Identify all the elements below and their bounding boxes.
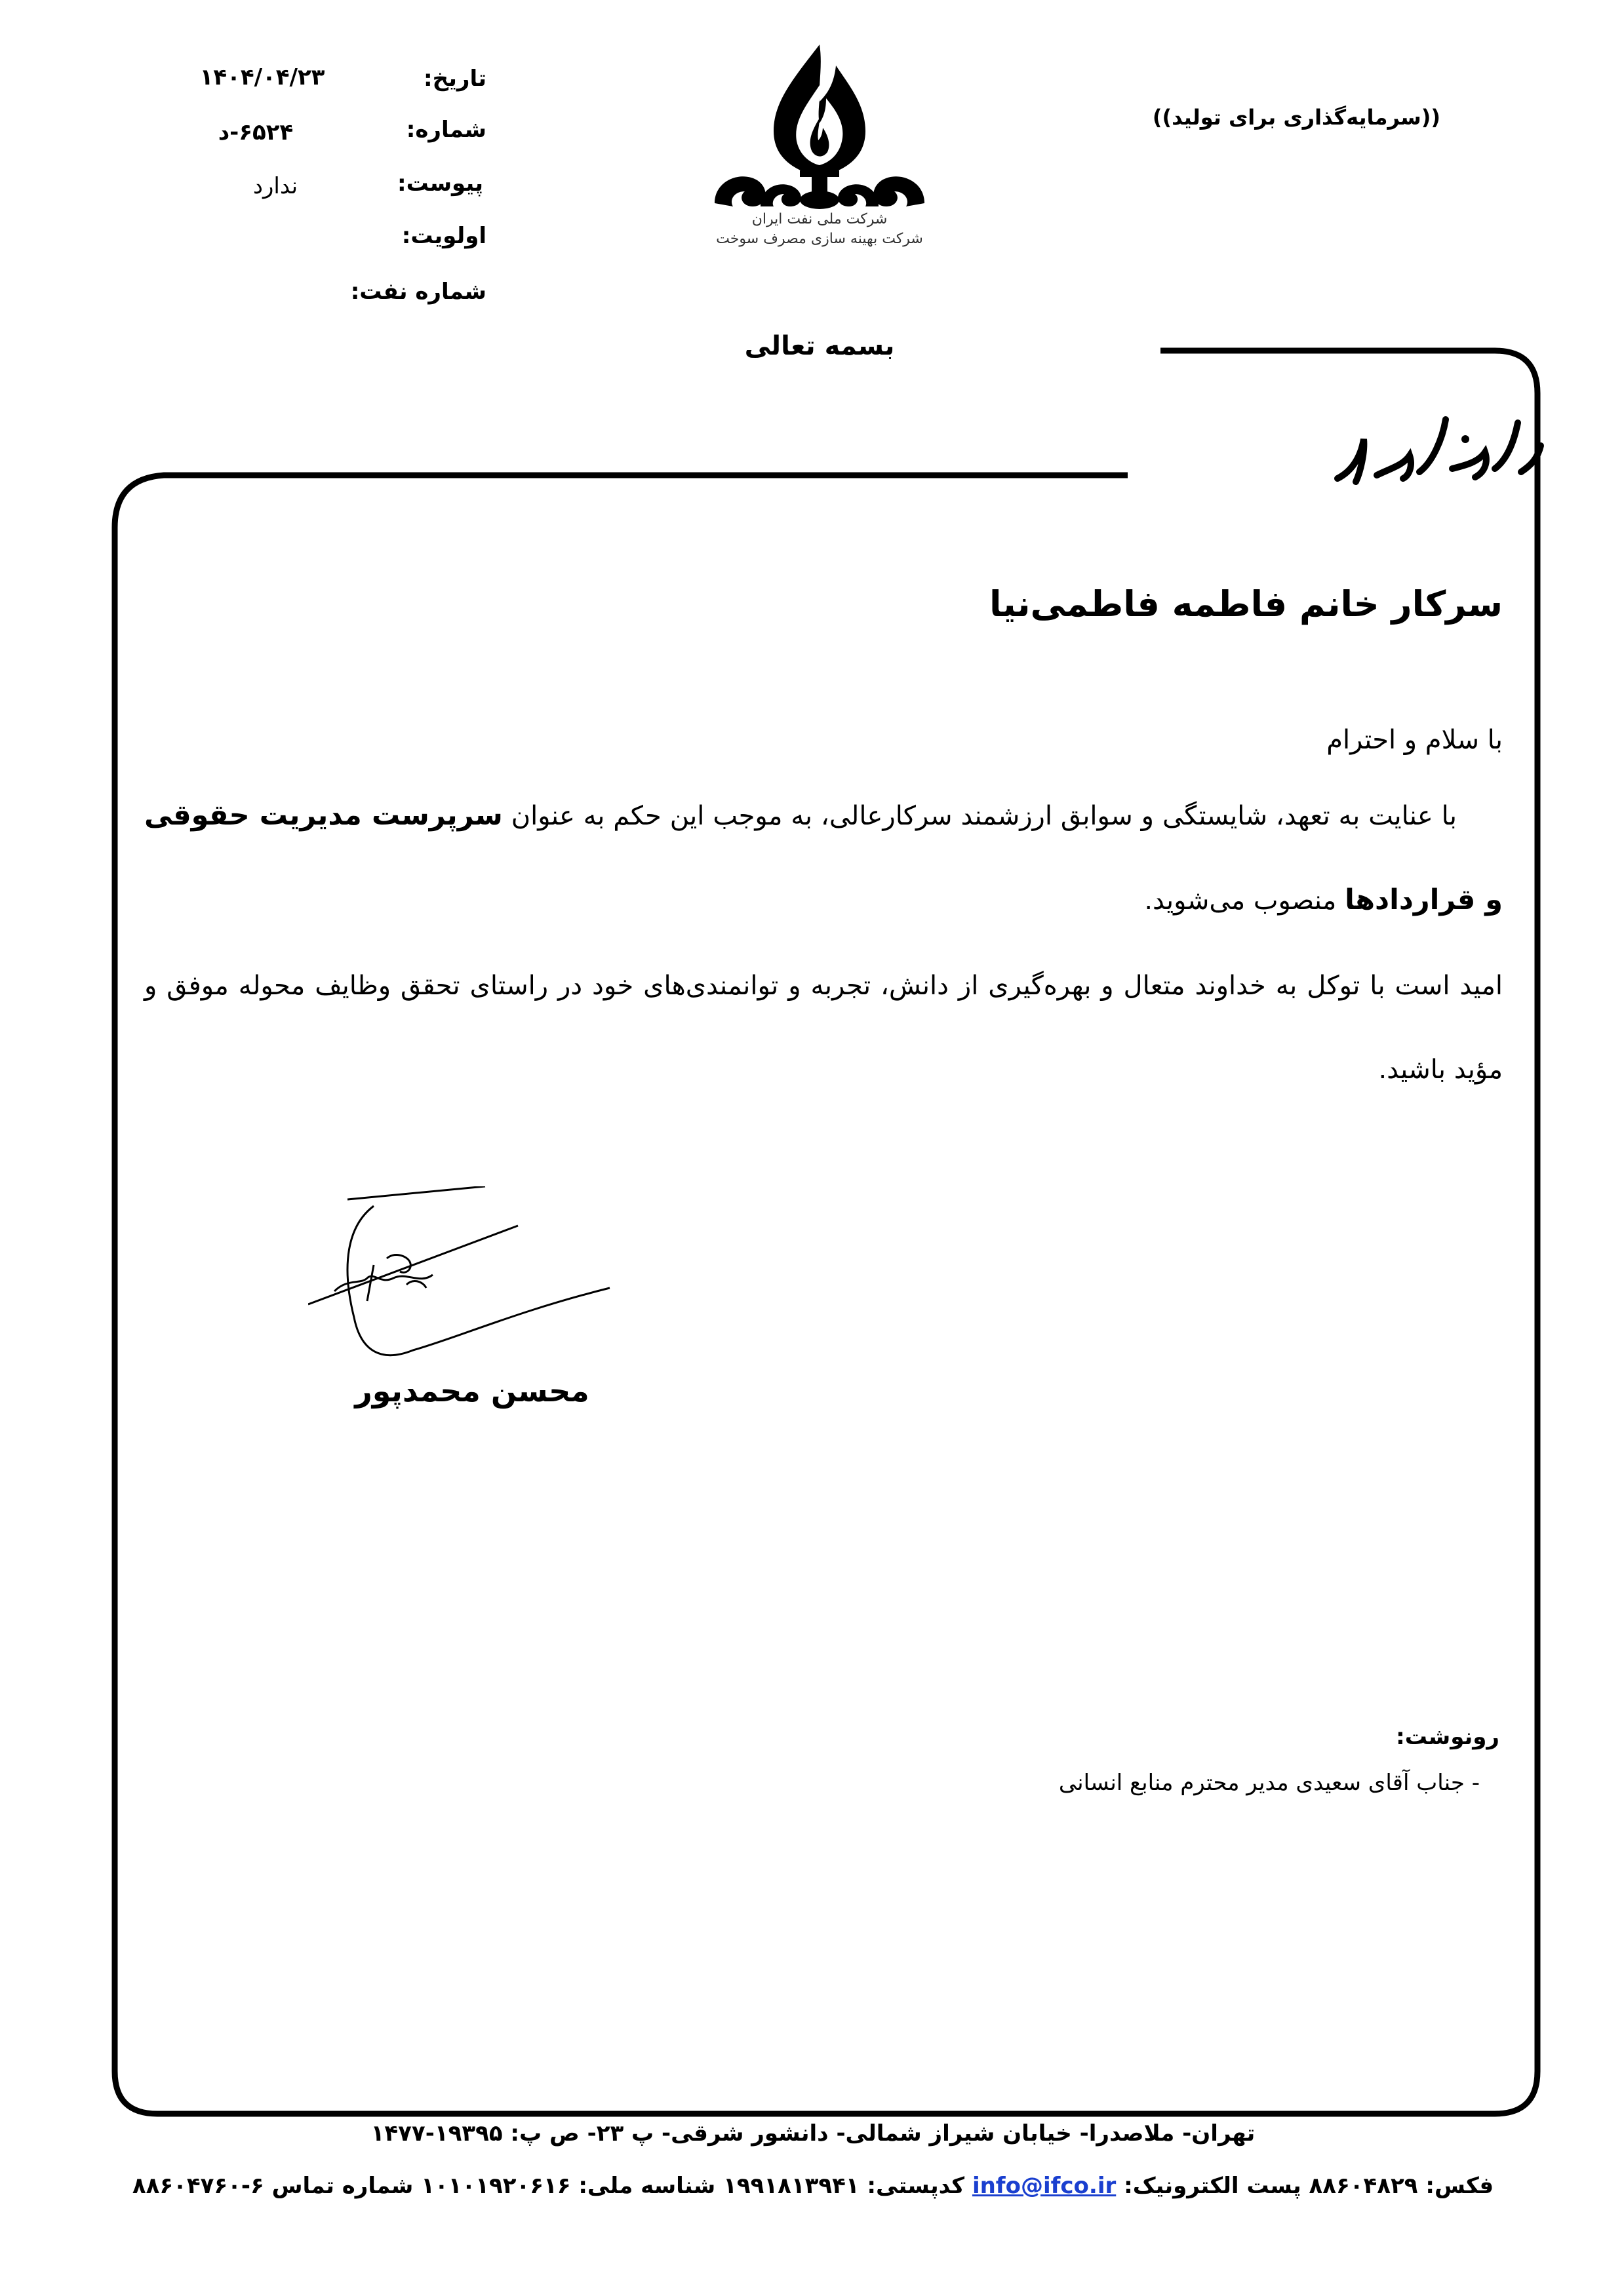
- body-paragraph-2: امید است با توکل به خداوند متعال و بهره‌گیری از دانش، تجربه و توانمندی‌های خود در راستای تحقق وظایف محوله موفق و مؤید باشید.: [144, 971, 1503, 1085]
- company-logo: [695, 39, 944, 262]
- bismillah-heading: بسمه تعالی: [744, 331, 895, 361]
- para1-part1: با عنایت به تعهد، شایستگی و سوابق ارزشمند سرکارعالی، به موجب این حکم به عنوان: [511, 801, 1457, 831]
- date-value: ۱۴۰۴/۰۴/۲۳: [199, 64, 325, 90]
- handwritten-signature: [308, 1186, 623, 1383]
- recipient-name: سرکار خانم فاطمه فاطمی‌نیا: [989, 583, 1503, 625]
- signer-name: محسن محمدپور: [355, 1373, 589, 1409]
- footer-contact-numbers: کدپستی: ۱۹۹۱۸۱۳۹۴۱ شناسه ملی: ۱۰۱۰۱۹۲۰۶۱۶ شماره تماس ۶-۸۸۶۰۴۷۶۰: [132, 2173, 965, 2199]
- number-label: شماره:: [406, 117, 486, 143]
- footer-email-link[interactable]: info@ifco.ir: [972, 2173, 1117, 2199]
- body-paragraph-1: [144, 773, 1503, 943]
- logo-caption-line1: شرکت ملی نفت ایران: [751, 211, 888, 227]
- para1-part2: منصوب می‌شوید.: [1144, 885, 1337, 916]
- footer-address: تهران- ملاصدرا- خیابان شیراز شمالی- دانشور شرقی- پ ۲۳- ص پ: ۱۹۳۹۵-۱۴۷۷: [370, 2120, 1256, 2147]
- number-value: ۶۵۲۴-د: [218, 119, 294, 146]
- logo-caption-line2: شرکت بهینه سازی مصرف سوخت: [716, 231, 923, 247]
- naft-number-label: شماره نفت:: [350, 279, 486, 305]
- attachment-label: پیوست:: [397, 170, 483, 197]
- footer-contact: [131, 2173, 1495, 2199]
- footer-fax: فکس: ۸۸۶۰۴۸۲۹ پست الکترونیک:: [1124, 2173, 1494, 2199]
- attachment-value: ندارد: [252, 173, 298, 199]
- flame-emblem-icon: [695, 39, 944, 210]
- appointed-position: سرپرست مدیریت حقوقی و قراردادها: [144, 799, 1503, 916]
- priority-label: اولویت:: [401, 223, 486, 249]
- cc-title: رونوشت:: [1396, 1724, 1499, 1750]
- greeting-text: با سلام و احترام: [1326, 725, 1503, 755]
- company-slogan: ((سرمایه‌گذاری برای تولید)): [1152, 105, 1440, 130]
- ceo-calligraphy-mark: [1324, 400, 1547, 498]
- date-label: تاریخ:: [424, 66, 486, 92]
- cc-item: - جناب آقای سعیدی مدیر محترم منابع انسانی: [1058, 1770, 1480, 1796]
